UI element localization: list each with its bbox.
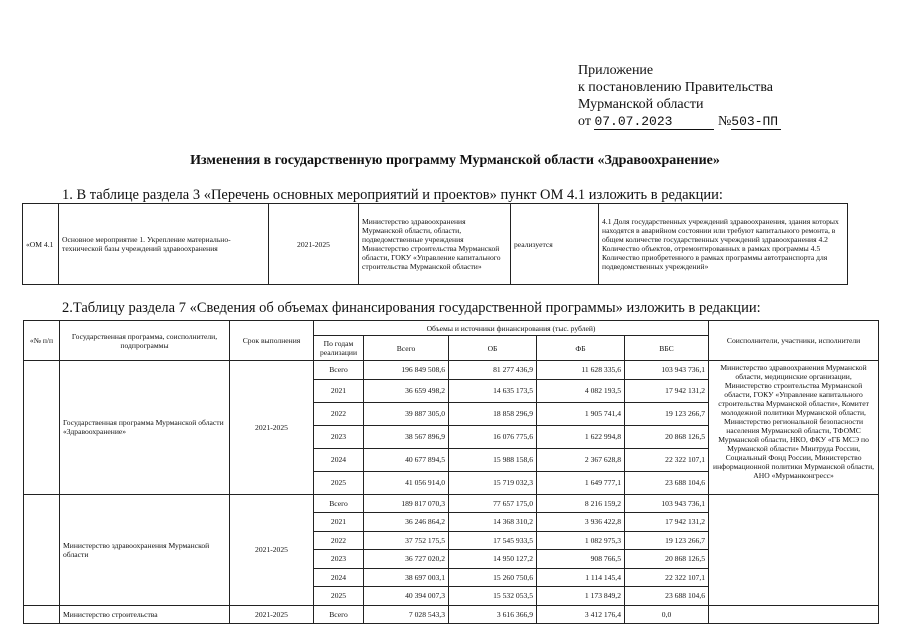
ob-cell: 15 719 032,3 (449, 471, 537, 494)
vbs-cell: 17 942 131,2 (625, 513, 709, 532)
appendix-block (578, 62, 781, 130)
number-label: № (717, 114, 732, 129)
header-row (24, 321, 879, 336)
table-row (24, 494, 879, 513)
year-cell: 2025 (314, 587, 364, 606)
appendix-line3: Мурманской области (578, 97, 704, 112)
ob-cell: 15 260 750,6 (449, 568, 537, 587)
fb-cell: 1 649 777,1 (537, 471, 625, 494)
vbs-cell: 20 868 126,5 (625, 550, 709, 569)
total-cell: 41 056 914,0 (364, 471, 449, 494)
resolution-date: 07.07.2023 (594, 115, 714, 130)
total-cell: 40 394 007,3 (364, 587, 449, 606)
vbs-cell: 103 943 736,1 (625, 494, 709, 513)
appendix-line2: к постановлению Правительства (578, 80, 774, 95)
fb-cell: 1 173 849,2 (537, 587, 625, 606)
om-period: 2021-2025 (269, 204, 359, 285)
resolution-number: 503-ПП (731, 115, 781, 130)
vbs-cell: 23 688 104,6 (625, 587, 709, 606)
total-cell: 37 752 175,5 (364, 531, 449, 550)
fb-cell: 8 216 159,2 (537, 494, 625, 513)
row-num (24, 605, 60, 624)
table-row (24, 361, 879, 380)
year-cell: 2022 (314, 531, 364, 550)
group-name: Министерство строительства (60, 605, 230, 624)
year-cell: 2021 (314, 379, 364, 402)
fb-cell: 1 622 994,8 (537, 425, 625, 448)
vbs-cell: 103 943 736,1 (625, 361, 709, 380)
vbs-cell: 22 322 107,1 (625, 568, 709, 587)
group-name: Министерство здравоохранения Мурманской области (60, 494, 230, 605)
header-volumes: Объемы и источники финансирования (тыс. рублей) (314, 321, 709, 336)
ob-cell: 14 950 127,2 (449, 550, 537, 569)
ob-cell: 81 277 436,9 (449, 361, 537, 380)
year-cell: 2022 (314, 402, 364, 425)
total-cell: 38 567 896,9 (364, 425, 449, 448)
year-cell: 2025 (314, 471, 364, 494)
ob-cell: 17 545 933,5 (449, 531, 537, 550)
total-cell: 36 659 498,2 (364, 379, 449, 402)
year-cell: 2023 (314, 550, 364, 569)
financing-table (23, 320, 879, 624)
fb-cell: 4 082 193,5 (537, 379, 625, 402)
total-cell: 7 028 543,3 (364, 605, 449, 624)
header-participants: Соисполнители, участники, исполнители (709, 321, 879, 361)
ob-cell: 16 076 775,6 (449, 425, 537, 448)
row-num (24, 494, 60, 605)
year-cell: 2023 (314, 425, 364, 448)
appendix-line1: Приложение (578, 63, 654, 78)
document-title: Изменения в государственную программу Мурманской области «Здравоохранение» (190, 153, 720, 168)
fb-cell: 1 905 741,4 (537, 402, 625, 425)
fb-cell: 2 367 628,8 (537, 448, 625, 471)
row-num (24, 361, 60, 495)
group-name: Государственная программа Мурманской области «Здравоохранение» (60, 361, 230, 495)
vbs-cell: 19 123 266,7 (625, 402, 709, 425)
group-participants (709, 494, 879, 605)
group-period: 2021-2025 (230, 361, 314, 495)
ob-cell: 15 988 158,6 (449, 448, 537, 471)
total-cell: 40 677 894,5 (364, 448, 449, 471)
total-cell: 38 697 003,1 (364, 568, 449, 587)
fb-cell: 3 936 422,8 (537, 513, 625, 532)
ob-cell: 18 858 296,9 (449, 402, 537, 425)
header-vbs: ВБС (625, 336, 709, 361)
total-cell: 36 727 020,2 (364, 550, 449, 569)
header-program: Государственная программа, соисполнители, подпрограммы (60, 321, 230, 361)
ob-cell: 14 368 310,2 (449, 513, 537, 532)
section2-heading: 2.Таблицу раздела 7 «Сведения об объемах финансирования государственной программы» изложить в редакции: (62, 300, 761, 316)
om-status: реализуется (511, 204, 599, 285)
from-label: от (578, 114, 591, 129)
group-participants: Министерство здравоохранения Мурманской области, медицинские организации, Министерство строительства Мурманской области, ГОКУ «Управление капитального строительства Мурманской области», Комитет молодежной политики Мурманской области, Министерство региональной безопасности населения Мурманской области, ТФОМС Мурманской области, НКО, ФКУ «ГБ МСЭ по Мурманской области» Минтруда России, Социальный Фонд России, Министерство информационной политики Мурманской области, АНО «Мурманконгресс» (709, 361, 879, 495)
group-participants (709, 605, 879, 624)
table-row (24, 605, 879, 624)
fb-cell: 1 082 975,3 (537, 531, 625, 550)
header-fb: ФБ (537, 336, 625, 361)
appendix-date-line (578, 113, 781, 130)
om-executors: Министерство здравоохранения Мурманской области, области, подведомственные учреждения Министерство строительства Мурманской области, ГОКУ «Управление капитального строительства Мурманской области» (359, 204, 511, 285)
vbs-cell: 0,0 (625, 605, 709, 624)
vbs-cell: 20 868 126,5 (625, 425, 709, 448)
ob-cell: 15 532 053,5 (449, 587, 537, 606)
section1-heading: 1. В таблице раздела 3 «Перечень основных мероприятий и проектов» пункт ОМ 4.1 изложить в редакции: (62, 187, 723, 203)
total-cell: 39 887 305,0 (364, 402, 449, 425)
group-period: 2021-2025 (230, 494, 314, 605)
om-name: Основное мероприятие 1. Укрепление материально-технической базы учреждений здравоохранения (59, 204, 269, 285)
fb-cell: 1 114 145,4 (537, 568, 625, 587)
year-cell: 2021 (314, 513, 364, 532)
vbs-cell: 23 688 104,6 (625, 471, 709, 494)
total-cell: 36 246 864,2 (364, 513, 449, 532)
year-cell: Всего (314, 494, 364, 513)
vbs-cell: 19 123 266,7 (625, 531, 709, 550)
vbs-cell: 22 322 107,1 (625, 448, 709, 471)
total-cell: 196 849 508,6 (364, 361, 449, 380)
header-ob: ОБ (449, 336, 537, 361)
table-row (23, 204, 848, 285)
ob-cell: 3 616 366,9 (449, 605, 537, 624)
om-indicators: 4.1 Доля государственных учреждений здравоохранения, здания которых находятся в аварийном состоянии или требуют капитального ремонта, в общем количестве государственных учреждений здравоохранения 4.2 Количество объектов, отремонтированных в рамках программы 4.5 Количество приобретенного в рамках программы автотранспорта для подведомственных учреждений» (599, 204, 848, 285)
year-cell: Всего (314, 361, 364, 380)
header-total: Всего (364, 336, 449, 361)
year-cell: Всего (314, 605, 364, 624)
total-cell: 189 817 070,3 (364, 494, 449, 513)
table-om41 (22, 203, 848, 285)
header-by-years: По годам реализации (314, 336, 364, 361)
fb-cell: 908 766,5 (537, 550, 625, 569)
year-cell: 2024 (314, 448, 364, 471)
header-num: «№ п/п (24, 321, 60, 361)
om-code: «ОМ 4.1 (23, 204, 59, 285)
fb-cell: 3 412 176,4 (537, 605, 625, 624)
ob-cell: 77 657 175,0 (449, 494, 537, 513)
year-cell: 2024 (314, 568, 364, 587)
fb-cell: 11 628 335,6 (537, 361, 625, 380)
header-period: Срок выполнения (230, 321, 314, 361)
group-period: 2021-2025 (230, 605, 314, 624)
ob-cell: 14 635 173,5 (449, 379, 537, 402)
vbs-cell: 17 942 131,2 (625, 379, 709, 402)
